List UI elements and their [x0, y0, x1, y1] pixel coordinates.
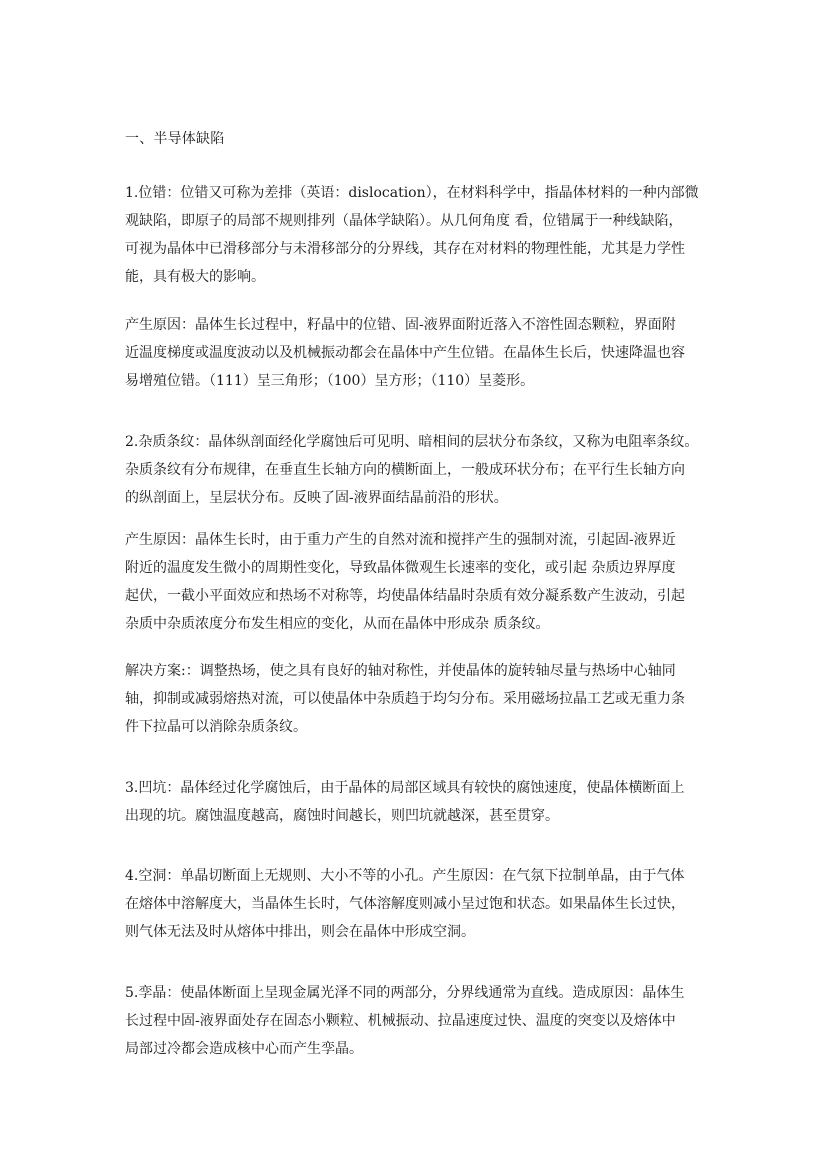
paragraph-twins	[125, 979, 705, 1063]
text-line: 2.杂质条纹：晶体纵剖面经化学腐蚀后可见明、暗相间的层状分布条纹，又称为电阻率条纹。	[125, 434, 699, 450]
text-line: 解决方案:：调整热场，使之具有良好的轴对称性，并使晶体的旋转轴尽量与热场中心轴同	[125, 663, 676, 679]
text-line: 5.孪晶：使晶体断面上呈现金属光泽不同的两部分，分界线通常为直线。造成原因：晶体生	[125, 985, 685, 1001]
text-line: 观缺陷，即原子的局部不规则排列（晶体学缺陷）。从几何角度 看，位错属于一种线缺陷，	[125, 213, 683, 229]
text-line: 产生原因：晶体生长时，由于重力产生的自然对流和搅拌产生的强制对流，引起固-液界近	[125, 532, 676, 548]
paragraph-voids	[125, 862, 705, 946]
paragraph-dislocation	[125, 179, 705, 291]
paragraph-pits	[125, 774, 705, 830]
text-line: 的纵剖面上，呈层状分布。反映了固-液界面结晶前沿的形状。	[125, 490, 508, 506]
text-line: 局部过冷都会造成核中心而产生孪晶。	[125, 1041, 363, 1057]
text-line: 4.空洞：单晶切断面上无规则、大小不等的小孔。产生原因：在气氛下拉制单晶，由于气体	[125, 868, 685, 884]
paragraph-dislocation-cause	[125, 311, 705, 395]
text-line: 在熔体中溶解度大，当晶体生长时，气体溶解度则减小呈过饱和状态。如果晶体生长过快，	[125, 896, 685, 912]
text-line: 产生原因：晶体生长过程中，籽晶中的位错、固-液界面附近落入不溶性固态颗粒，界面附	[125, 317, 676, 333]
text-line: 3.凹坑：晶体经过化学腐蚀后，由于晶体的局部区域具有较快的腐蚀速度，使晶体横断面上	[125, 780, 685, 796]
text-line: 可视为晶体中已滑移部分与未滑移部分的分界线，其存在对材料的物理性能，尤其是力学性	[125, 241, 685, 257]
text-line: 杂质中杂质浓度分布发生相应的变化，从而在晶体中形成杂 质条纹。	[125, 616, 550, 632]
text-line: 件下拉晶可以消除杂质条纹。	[125, 719, 307, 735]
paragraph-impurity-solution	[125, 657, 705, 741]
text-line: 出现的坑。腐蚀温度越高，腐蚀时间越长，则凹坑就越深，甚至贯穿。	[125, 808, 559, 824]
text-line: 近温度梯度或温度波动以及机械振动都会在晶体中产生位错。在晶体生长后，快速降温也容	[125, 345, 685, 361]
paragraph-impurity-cause	[125, 526, 705, 638]
paragraph-impurity-striations	[125, 428, 705, 512]
text-line: 能，具有极大的影响。	[125, 269, 265, 285]
section-heading: 一、半导体缺陷	[125, 131, 225, 147]
text-line: 则气体无法及时从熔体中排出，则会在晶体中形成空洞。	[125, 924, 475, 940]
text-line: 起伏，一截小平面效应和热场不对称等，均使晶体结晶时杂质有效分凝系数产生波动，引起	[125, 588, 685, 604]
text-line: 轴，抑制或减弱熔热对流，可以使晶体中杂质趋于均匀分布。采用磁场拉晶工艺或无重力条	[125, 691, 685, 707]
text-line: 杂质条纹有分布规律，在垂直生长轴方向的横断面上，一般成环状分布；在平行生长轴方向	[125, 462, 685, 478]
text-line: 长过程中固-液界面处存在固态小颗粒、机械振动、拉晶速度过快、温度的突变以及熔体中	[125, 1013, 676, 1029]
text-line: 易增殖位错。（111）呈三角形；（100）呈方形；（110）呈菱形。	[125, 373, 535, 389]
text-line: 附近的温度发生微小的周期性变化，导致晶体微观生长速率的变化，或引起 杂质边界厚度	[125, 560, 676, 576]
text-line: 1.位错：位错又可称为差排（英语：dislocation），在材料科学中，指晶体材料的一种内部微	[125, 185, 699, 201]
